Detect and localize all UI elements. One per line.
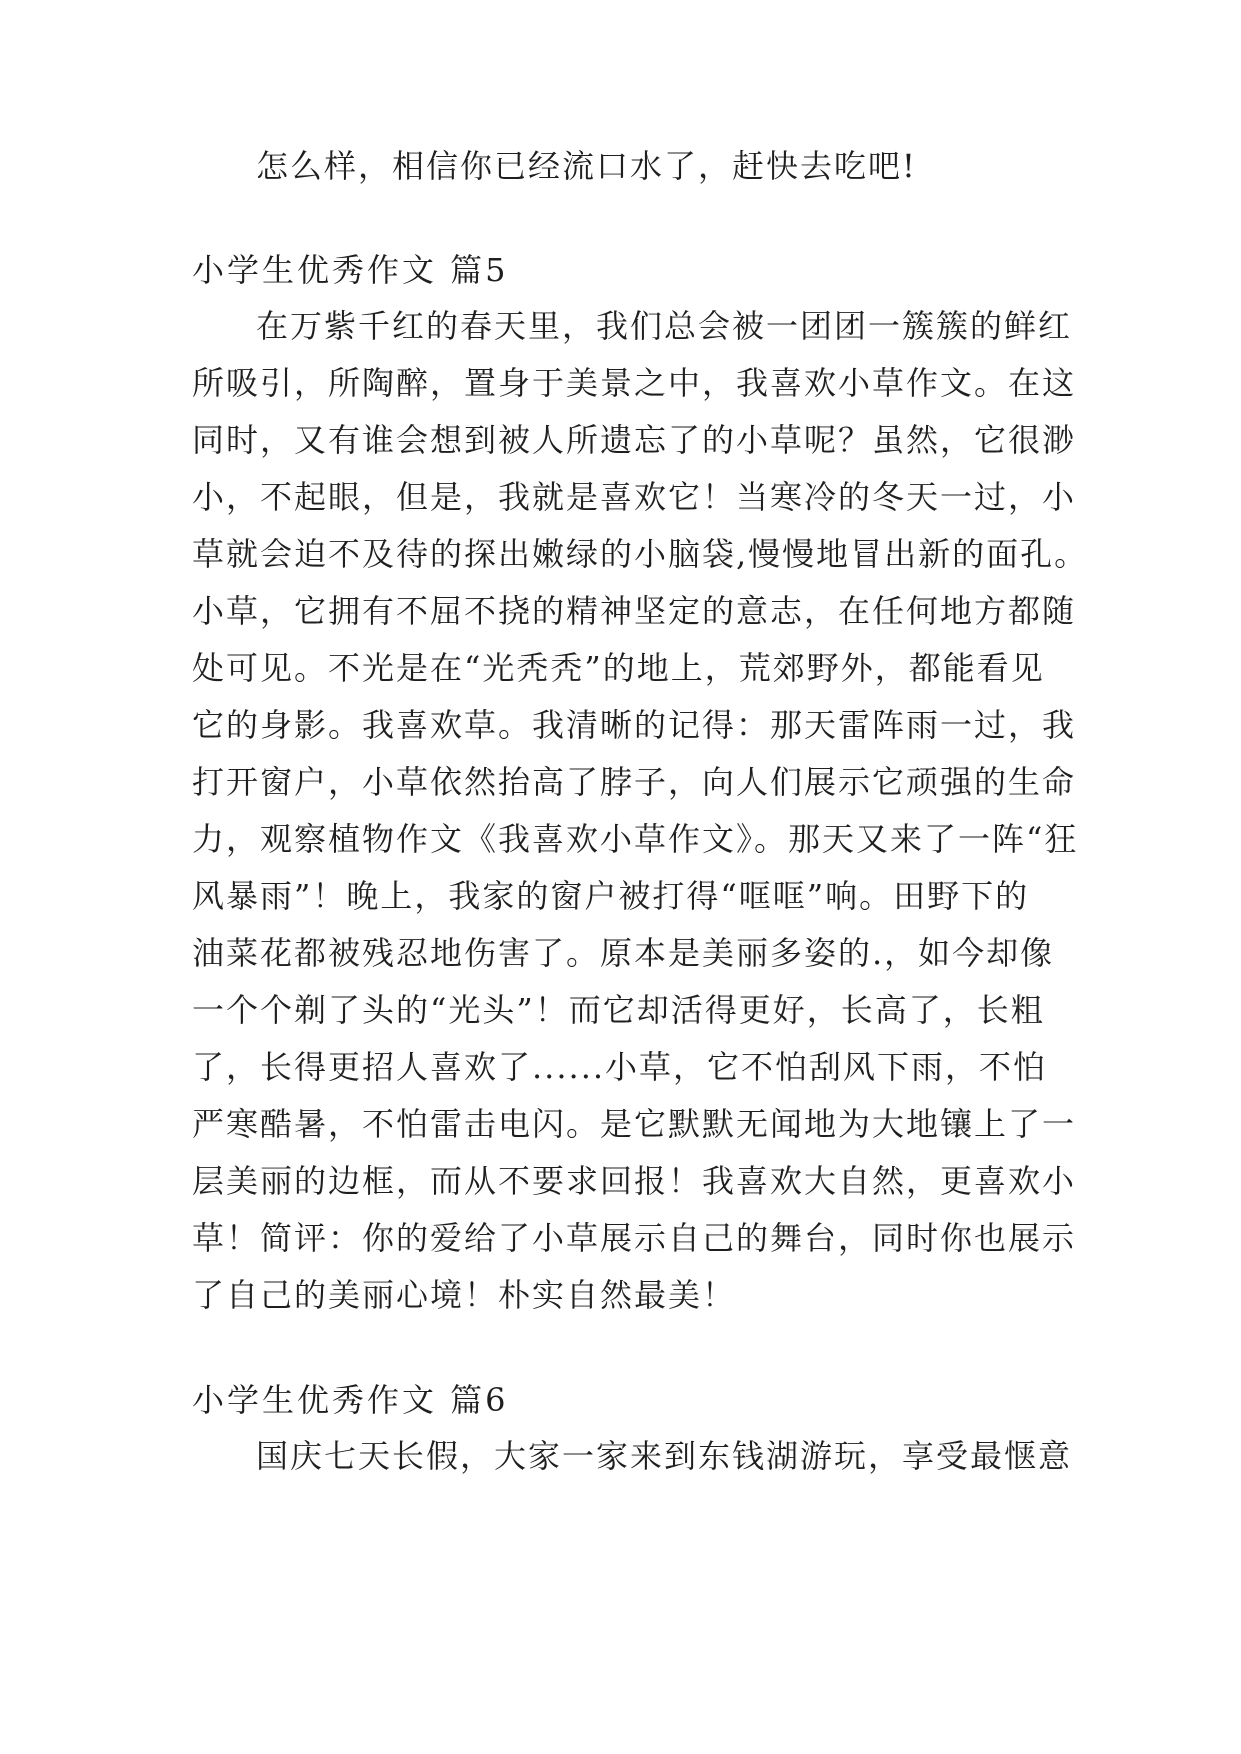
section-5-line: 处可见。不光是在“光秃秃”的地上，荒郊野外，都能看见 (192, 649, 1045, 687)
section-5-line: 风暴雨”！晚上，我家的窗户被打得“哐哐”响。田野下的 (192, 877, 1030, 915)
section-5-line: 小草，它拥有不屈不挠的精神坚定的意志，在任何地方都随 (192, 592, 1077, 630)
section-6-heading: 小学生优秀作文 篇6 (192, 1381, 509, 1419)
section-5-line: 力，观察植物作文《我喜欢小草作文》。那天又来了一阵“狂 (192, 820, 1079, 858)
section-5-heading: 小学生优秀作文 篇5 (192, 251, 509, 289)
section-5-line: 严寒酷暑，不怕雷击电闪。是它默默无闻地为大地镶上了一 (192, 1105, 1077, 1143)
section-5-line: 在万紫千红的春天里，我们总会被一团团一簇簇的鲜红 (256, 307, 1073, 345)
section-5-line: 同时，又有谁会想到被人所遗忘了的小草呢？虽然，它很渺 (192, 421, 1077, 459)
section-5-line: 草！简评：你的爱给了小草展示自己的舞台，同时你也展示 (192, 1219, 1077, 1257)
section-5-line: 油菜花都被残忍地伤害了。原本是美丽多姿的.，如今却像 (192, 934, 1055, 972)
section-5-line: 打开窗户，小草依然抬高了脖子，向人们展示它顽强的生命 (192, 763, 1077, 801)
section-5-line: 草就会迫不及待的探出嫩绿的小脑袋,慢慢地冒出新的面孔。 (192, 535, 1089, 573)
section-5-line: 了，长得更招人喜欢了......小草，它不怕刮风下雨，不怕 (192, 1048, 1048, 1086)
section-6-line: 国庆七天长假，大家一家来到东钱湖游玩，享受最惬意 (256, 1437, 1073, 1475)
section-5-line: 一个个剃了头的“光头”！而它却活得更好，长高了，长粗 (192, 991, 1045, 1029)
section-5-line: 了自己的美丽心境！朴实自然最美！ (192, 1276, 737, 1314)
section-5-line: 它的身影。我喜欢草。我清晰的记得：那天雷阵雨一过，我 (192, 706, 1077, 744)
intro-line: 怎么样，相信你已经流口水了，赶快去吃吧! (256, 147, 917, 185)
section-5-line: 层美丽的边框，而从不要求回报！我喜欢大自然，更喜欢小 (192, 1162, 1077, 1200)
section-5-line: 所吸引，所陶醉，置身于美景之中，我喜欢小草作文。在这 (192, 364, 1077, 402)
section-5-line: 小，不起眼，但是，我就是喜欢它！当寒冷的冬天一过，小 (192, 478, 1077, 516)
